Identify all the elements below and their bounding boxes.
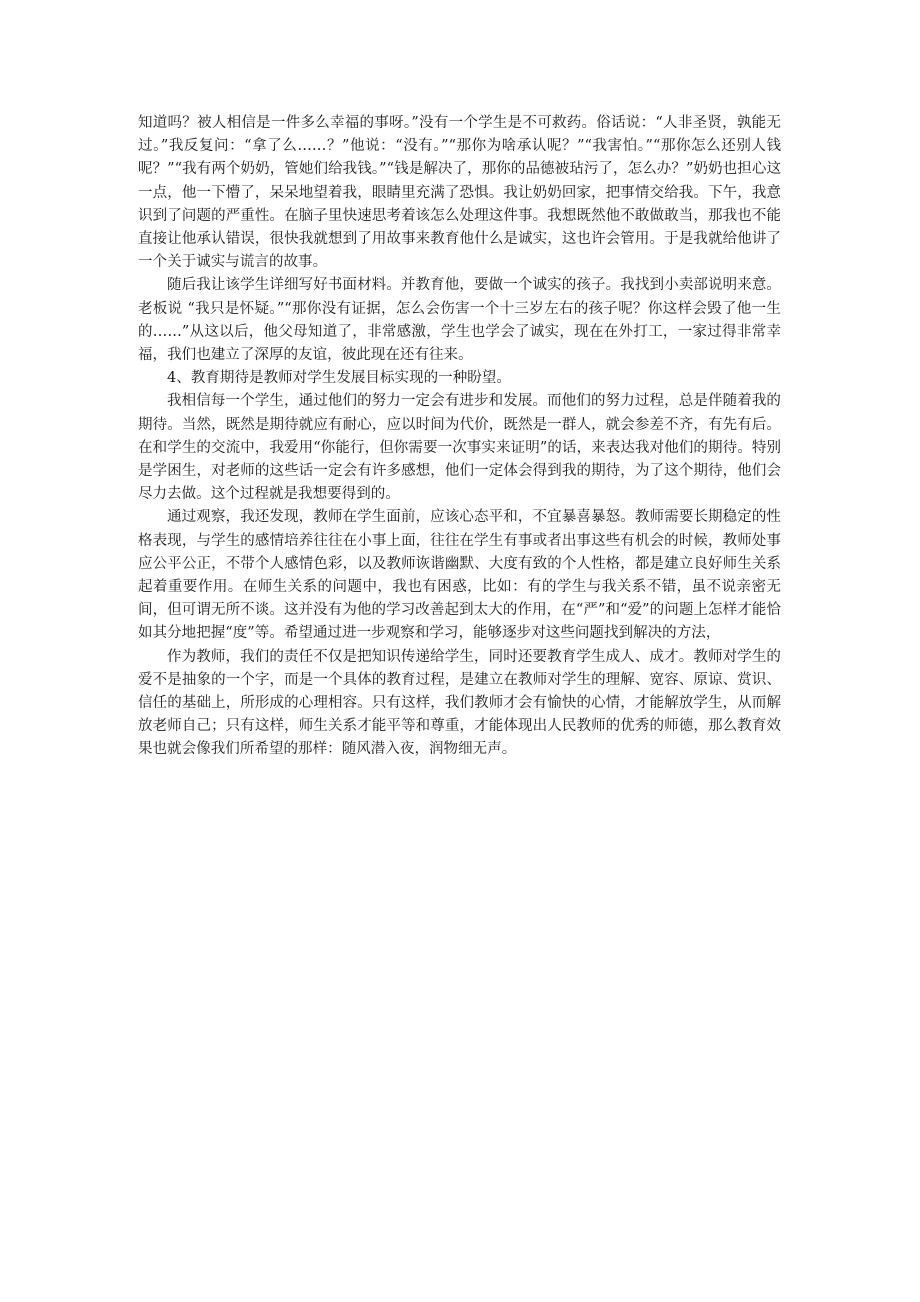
paragraph-4: 我相信每一个学生，通过他们的努力一定会有进步和发展。而他们的努力过程，总是伴随着我的期待。当然，既然是期待就应有耐心，应以时间为代价，既然是一群人，就会参差不齐，有先有后。在和学生的交流中，我爱用“你能行，但你需要一次事实来证明”的话，来表达我对他们的期待。特别是学困生，对老师的这些话一定会有许多感想，他们一定体会得到我的期待，为了这个期待，他们会尽力去做。这个过程就是我想要得到的。 bbox=[138, 393, 781, 503]
paragraph-1: 知道吗？被人相信是一件多么幸福的事呀。”没有一个学生是不可救药。俗话说：“人非圣贤，孰能无过。”我反复问：“拿了么……？”他说：“没有。”“那你为啥承认呢？”“我害怕。”“那你怎么还别人钱呢？”“我有两个奶奶，管她们给我钱。”“钱是解决了，那你的品德被玷污了，怎么办？”奶奶也担心这一点，他一下懵了，呆呆地望着我，眼睛里充满了恐惧。我让奶奶回家，把事情交给我。下午，我意识到了问题的严重性。在脑子里快速思考着该怎么处理这件事。我想既然他不敢做敢当，那我也不能直接让他承认错误，很快我就想到了用故事来教育他什么是诚实，这也许会管用。于是我就给他讲了一个关于诚实与谎言的故事。 bbox=[138, 115, 781, 271]
paragraph-6: 作为教师，我们的责任不仅是把知识传递给学生，同时还要教育学生成人、成才。教师对学生的爱不是抽象的一个字，而是一个具体的教育过程，是建立在教师对学生的理解、宽容、原谅、赏识、信任的基础上，所形成的心理相容。只有这样，我们教师才会有愉快的心情，才能解放学生，从而解放老师自己；只有这样，师生关系才能平等和尊重，才能体现出人民教师的优秀的师德，那么教育效果也就会像我们所希望的那样：随风潜入夜，润物细无声。 bbox=[138, 648, 781, 758]
section-heading-4: 4、教育期待是教师对学生发展目标实现的一种盼望。 bbox=[167, 370, 511, 387]
paragraph-5: 通过观察，我还发现，教师在学生面前，应该心态平和，不宜暴喜暴怒。教师需要长期稳定的性格表现，与学生的感情培养往往在小事上面，往往在学生有事或者出事这些有机会的时候，教师处事应公平公正，不带个人感情色彩，以及教师诙谐幽默、大度有致的个人性格，都是建立良好师生关系起着重要作用。在师生关系的问题中，我也有困惑，比如：有的学生与我关系不错，虽不说亲密无间，但可谓无所不谈。这并没有为他的学习改善起到太大的作用，在“严”和“爱”的问题上怎样才能恰如其分地把握“度”等。希望通过进一步观察和学习，能够逐步对这些问题找到解决的方法， bbox=[138, 509, 781, 642]
paragraph-2: 随后我让该学生详细写好书面材料。并教育他，要做一个诚实的孩子。我找到小卖部说明来意。老板说 “我只是怀疑。”“那你没有证据，怎么会伤害一个十三岁左右的孩子呢？你这样会毁了他一生的……”从这以后，他父母知道了，非常感激，学生也学会了诚实，现在在外打工，一家过得非常幸福，我们也建立了深厚的友谊，彼此现在还有往来。 bbox=[138, 277, 781, 364]
document-body bbox=[138, 112, 781, 762]
